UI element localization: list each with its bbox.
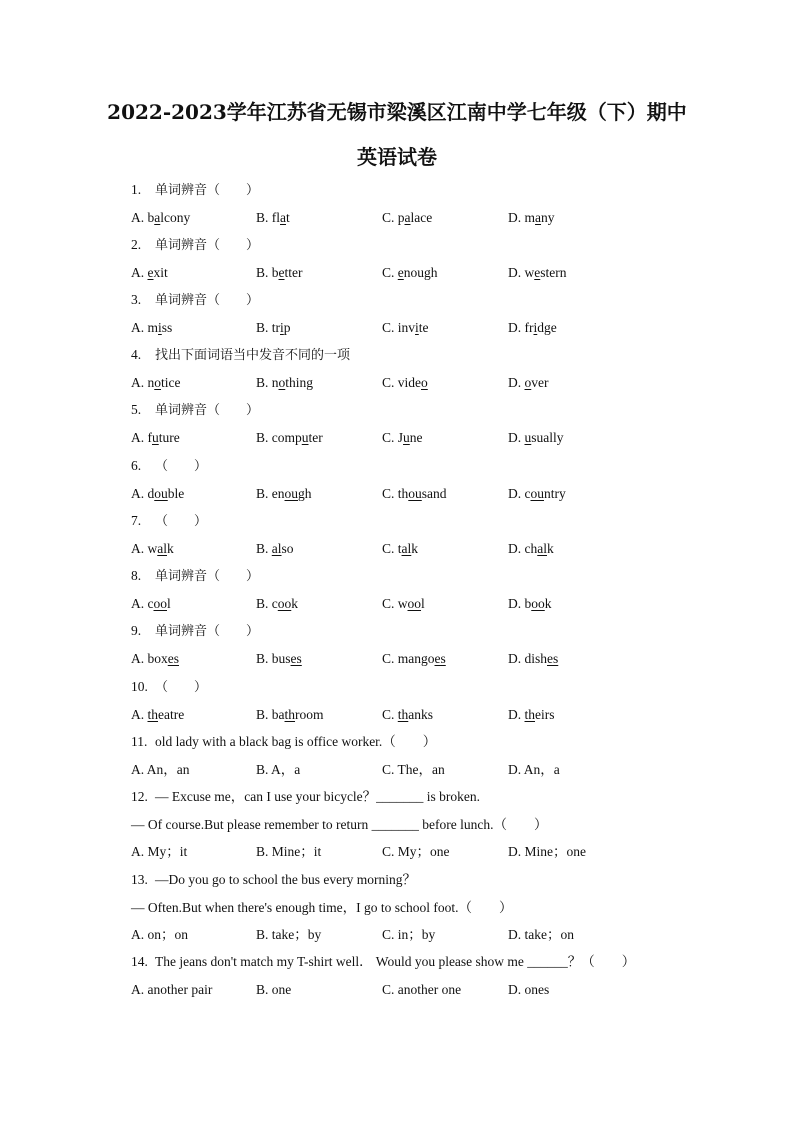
question-stem	[131, 401, 259, 420]
question-text: 单词辨音（ ）	[155, 238, 260, 253]
answer-option[interactable]	[508, 429, 564, 447]
option-text: Mine；it	[271, 844, 322, 860]
option-text: ter	[308, 429, 323, 445]
question-stem	[131, 457, 207, 476]
option-text: take；by	[271, 927, 322, 943]
option-text: so	[281, 540, 294, 556]
option-text: f	[147, 429, 152, 445]
option-letter: C.	[382, 981, 398, 997]
question-stem	[131, 678, 207, 697]
answer-option[interactable]	[382, 650, 446, 668]
option-letter: D.	[508, 981, 525, 997]
answer-option[interactable]	[131, 650, 179, 668]
option-text: ver	[531, 374, 549, 390]
question-stem	[131, 181, 259, 200]
option-letter: C.	[382, 485, 398, 501]
option-underlined-letters: oo	[277, 595, 292, 611]
option-underlined-letters: oo	[531, 595, 545, 611]
question-number: 3.	[131, 292, 142, 307]
option-letter: C.	[382, 927, 398, 943]
option-letter: A.	[131, 264, 148, 280]
question-number: 6.	[131, 458, 142, 473]
answer-option[interactable]	[131, 761, 190, 779]
option-underlined-letters: o	[524, 374, 532, 390]
answer-option[interactable]	[382, 429, 423, 447]
option-letter: D.	[508, 540, 525, 556]
option-text: ny	[541, 209, 555, 225]
option-text: another one	[397, 981, 462, 997]
option-text: m	[524, 209, 536, 225]
option-underlined-letters: i	[415, 319, 419, 335]
question-text: old lady with a black bag is office worker.（ ）	[155, 734, 437, 749]
option-text: inv	[397, 319, 416, 335]
answer-option[interactable]	[131, 319, 172, 337]
question-number: 10.	[131, 679, 148, 694]
option-text: th	[397, 485, 409, 501]
question-dialogue-line: — Of course.But please remember to return _______ before lunch.（ ）	[131, 816, 548, 832]
option-letter: A.	[131, 374, 148, 390]
option-letter: D.	[508, 927, 525, 943]
option-text: sand	[421, 485, 447, 501]
exam-title-line1: 2022-2023学年江苏省无锡市梁溪区江南中学七年级（下）期中	[107, 100, 687, 124]
answer-option[interactable]	[508, 761, 560, 779]
answer-option[interactable]	[382, 374, 428, 392]
answer-option[interactable]	[256, 843, 321, 861]
option-text: en	[271, 485, 285, 501]
question-number: 9.	[131, 623, 142, 638]
answer-option[interactable]	[256, 650, 302, 668]
option-underlined-letters: es	[167, 650, 179, 666]
option-text: vide	[397, 374, 422, 390]
option-letter: A.	[131, 485, 148, 501]
question-text: 单词辨音（ ）	[155, 293, 260, 308]
answer-option[interactable]	[382, 540, 418, 558]
option-text: anks	[408, 706, 434, 722]
option-text: lace	[410, 209, 433, 225]
option-letter: C.	[382, 706, 398, 722]
option-text: xit	[153, 264, 168, 280]
question-text: The jeans don't match my T-shirt well． Would you please show me ______？（ ）	[155, 954, 636, 969]
option-underlined-letters: th	[397, 706, 409, 722]
option-text: ones	[524, 981, 550, 997]
answer-option[interactable]	[508, 485, 566, 503]
option-underlined-letters: e	[397, 264, 404, 280]
question-text: （ ）	[155, 680, 208, 695]
answer-option[interactable]	[131, 485, 184, 503]
question-text: 找出下面词语当中发音不同的一项	[155, 348, 351, 363]
option-text: gh	[298, 485, 312, 501]
option-text: c	[524, 485, 531, 501]
option-text: An，an	[146, 761, 190, 777]
option-underlined-letters: al	[537, 540, 547, 556]
option-letter: D.	[508, 429, 525, 445]
answer-option[interactable]	[508, 650, 558, 668]
option-underlined-letters: es	[434, 650, 446, 666]
option-text: eatre	[158, 706, 185, 722]
option-letter: A.	[131, 844, 148, 860]
question-dialogue-line: — Often.But when there's enough time，I go to school foot.（ ）	[131, 899, 513, 915]
option-text: k	[411, 540, 419, 556]
exam-title-line2: 英语试卷	[357, 145, 437, 169]
option-text: p	[283, 319, 291, 335]
question-number: 7.	[131, 513, 142, 528]
answer-option[interactable]	[256, 209, 290, 227]
option-text: tr	[271, 319, 281, 335]
option-underlined-letters: a	[404, 209, 411, 225]
answer-option[interactable]	[508, 319, 557, 337]
answer-option[interactable]	[508, 595, 552, 613]
answer-option[interactable]	[131, 595, 171, 613]
option-text: ture	[158, 429, 180, 445]
option-text: w	[524, 264, 535, 280]
option-letter: B.	[256, 706, 272, 722]
answer-option[interactable]	[131, 706, 184, 724]
option-letter: C.	[382, 595, 398, 611]
answer-option[interactable]	[131, 843, 187, 861]
answer-option[interactable]	[382, 843, 450, 861]
option-underlined-letters: es	[547, 650, 559, 666]
answer-option[interactable]	[256, 761, 300, 779]
option-text: t	[286, 209, 290, 225]
option-letter: D.	[508, 761, 524, 777]
answer-option[interactable]	[256, 319, 291, 337]
question-number: 5.	[131, 402, 142, 417]
option-letter: A.	[131, 595, 148, 611]
answer-option[interactable]	[256, 981, 291, 999]
option-text: in；by	[397, 927, 436, 943]
option-letter: B.	[256, 264, 272, 280]
option-text: My；it	[147, 844, 188, 860]
question-stem	[131, 512, 207, 531]
option-text: bus	[271, 650, 291, 666]
option-text: k	[544, 595, 552, 611]
option-text: b	[524, 595, 532, 611]
answer-option[interactable]	[382, 595, 425, 613]
option-text: c	[147, 595, 154, 611]
option-text: l	[167, 595, 171, 611]
answer-option[interactable]	[382, 264, 438, 282]
answer-option[interactable]	[508, 374, 549, 392]
option-letter: B.	[256, 485, 272, 501]
answer-option[interactable]	[256, 429, 323, 447]
option-underlined-letters: o	[421, 374, 428, 390]
option-letter: D.	[508, 844, 525, 860]
answer-option[interactable]	[256, 595, 298, 613]
answer-option[interactable]	[382, 319, 429, 337]
option-text: A，a	[271, 761, 301, 777]
answer-option[interactable]	[382, 706, 433, 724]
question-stem	[131, 236, 259, 255]
question-stem	[131, 291, 259, 310]
answer-option[interactable]	[256, 926, 321, 944]
question-stem	[131, 871, 416, 889]
option-letter: D.	[508, 319, 525, 335]
option-text: mango	[397, 650, 435, 666]
question-text: 单词辨音（ ）	[155, 569, 260, 584]
option-underlined-letters: th	[524, 706, 536, 722]
option-underlined-letters: th	[147, 706, 159, 722]
option-text: m	[147, 319, 159, 335]
option-letter: B.	[256, 209, 272, 225]
option-underlined-letters: ou	[408, 485, 422, 501]
option-text: lcony	[160, 209, 191, 225]
question-text: — Excuse me，can I use your bicycle？_______ is broken.	[155, 789, 481, 804]
option-text: another pair	[147, 981, 213, 997]
option-underlined-letters: th	[284, 706, 296, 722]
option-text: take；on	[524, 927, 574, 943]
option-text: An，a	[523, 761, 560, 777]
option-letter: B.	[256, 650, 272, 666]
question-number: 1.	[131, 182, 142, 197]
answer-option[interactable]	[256, 540, 294, 558]
option-letter: C.	[382, 540, 398, 556]
option-text: tter	[284, 264, 303, 280]
option-text: n	[271, 374, 279, 390]
option-letter: C.	[382, 319, 398, 335]
answer-option[interactable]	[131, 374, 181, 392]
option-letter: D.	[508, 595, 525, 611]
option-text: ntry	[544, 485, 566, 501]
option-text: fl	[271, 209, 281, 225]
option-letter: B.	[256, 927, 272, 943]
question-text: 单词辨音（ ）	[155, 403, 260, 418]
option-underlined-letters: i	[533, 319, 538, 335]
option-text: sually	[531, 429, 564, 445]
option-text: b	[271, 264, 279, 280]
option-text: The，an	[397, 761, 445, 777]
option-text: t	[397, 540, 402, 556]
option-underlined-letters: a	[535, 209, 542, 225]
answer-option[interactable]	[508, 843, 586, 861]
option-text: dish	[524, 650, 548, 666]
answer-option[interactable]	[131, 926, 188, 944]
option-text: b	[147, 209, 155, 225]
option-text: te	[418, 319, 429, 335]
option-underlined-letters: oo	[407, 595, 422, 611]
option-letter: C.	[382, 374, 398, 390]
answer-option[interactable]	[508, 926, 574, 944]
answer-option[interactable]	[256, 706, 324, 724]
option-letter: D.	[508, 650, 525, 666]
option-text: ne	[409, 429, 423, 445]
option-underlined-letters: u	[301, 429, 309, 445]
option-text: stern	[540, 264, 567, 280]
answer-option[interactable]	[256, 374, 313, 392]
option-letter: B.	[256, 429, 272, 445]
option-letter: B.	[256, 374, 272, 390]
answer-option[interactable]	[131, 429, 180, 447]
option-underlined-letters: oo	[153, 595, 167, 611]
option-text: ch	[524, 540, 538, 556]
option-underlined-letters: a	[280, 209, 287, 225]
option-underlined-letters: al	[157, 540, 167, 556]
answer-option[interactable]	[382, 209, 432, 227]
option-text: nough	[403, 264, 438, 280]
option-text: d	[147, 485, 155, 501]
option-letter: B.	[256, 844, 272, 860]
answer-option[interactable]	[131, 540, 174, 558]
question-number: 8.	[131, 568, 142, 583]
option-text: ss	[161, 319, 173, 335]
answer-option[interactable]	[256, 264, 303, 282]
option-letter: B.	[256, 595, 272, 611]
option-text: eirs	[535, 706, 555, 722]
question-stem	[131, 567, 259, 586]
option-text: c	[271, 595, 278, 611]
option-letter: A.	[131, 927, 148, 943]
option-underlined-letters: o	[278, 374, 286, 390]
option-underlined-letters: a	[154, 209, 161, 225]
option-letter: C.	[382, 209, 398, 225]
option-letter: D.	[508, 264, 525, 280]
option-underlined-letters: ou	[154, 485, 168, 501]
answer-option[interactable]	[508, 209, 555, 227]
option-letter: A.	[131, 209, 148, 225]
option-letter: C.	[382, 844, 398, 860]
option-text: comp	[271, 429, 302, 445]
option-text: room	[295, 706, 324, 722]
answer-option[interactable]	[382, 926, 435, 944]
answer-option[interactable]	[131, 981, 212, 999]
question-text: —Do you go to school the bus every morning？	[155, 872, 416, 887]
option-text: J	[397, 429, 404, 445]
question-number: 14.	[131, 954, 148, 969]
option-text: w	[147, 540, 158, 556]
option-text: k	[167, 540, 174, 556]
question-stem	[131, 346, 350, 365]
question-text: （ ）	[155, 459, 208, 474]
option-letter: A.	[131, 706, 148, 722]
answer-option[interactable]	[508, 981, 549, 999]
option-text: on；on	[147, 927, 188, 943]
option-underlined-letters: i	[158, 319, 162, 335]
option-underlined-letters: i	[280, 319, 284, 335]
option-underlined-letters: u	[152, 429, 159, 445]
option-underlined-letters: e	[534, 264, 541, 280]
option-text: thing	[285, 374, 314, 390]
option-letter: B.	[256, 761, 272, 777]
option-letter: A.	[131, 319, 148, 335]
question-number: 12.	[131, 789, 148, 804]
option-letter: D.	[508, 209, 525, 225]
option-letter: D.	[508, 374, 525, 390]
option-underlined-letters: es	[290, 650, 302, 666]
option-letter: C.	[382, 264, 398, 280]
question-text: 单词辨音（ ）	[155, 624, 260, 639]
answer-option[interactable]	[256, 485, 312, 503]
question-number: 11.	[131, 734, 148, 749]
option-letter: C.	[382, 761, 398, 777]
option-text: ble	[167, 485, 185, 501]
answer-option[interactable]	[382, 761, 445, 779]
option-letter: D.	[508, 485, 525, 501]
option-text: box	[147, 650, 168, 666]
answer-option[interactable]	[131, 209, 190, 227]
option-text: tice	[161, 374, 181, 390]
option-text: w	[397, 595, 408, 611]
option-text: n	[147, 374, 155, 390]
option-text: l	[421, 595, 425, 611]
question-stem	[131, 788, 480, 806]
option-letter: A.	[131, 540, 148, 556]
question-number: 4.	[131, 347, 142, 362]
option-underlined-letters: al	[271, 540, 282, 556]
option-underlined-letters: o	[154, 374, 161, 390]
option-text: p	[397, 209, 405, 225]
question-stem	[131, 622, 259, 641]
option-underlined-letters: e	[147, 264, 154, 280]
answer-option[interactable]	[382, 981, 461, 999]
option-letter: B.	[256, 319, 272, 335]
option-letter: B.	[256, 540, 272, 556]
answer-option[interactable]	[131, 264, 168, 282]
option-letter: A.	[131, 429, 148, 445]
option-underlined-letters: u	[403, 429, 410, 445]
option-text: Mine；one	[524, 844, 586, 860]
option-text: dge	[537, 319, 557, 335]
question-number: 2.	[131, 237, 142, 252]
question-text: （ ）	[155, 514, 208, 529]
option-text: fr	[524, 319, 534, 335]
question-number: 13.	[131, 872, 148, 887]
option-text: My；one	[397, 844, 450, 860]
option-letter: C.	[382, 429, 398, 445]
option-letter: D.	[508, 706, 525, 722]
option-underlined-letters: e	[278, 264, 285, 280]
option-underlined-letters: al	[401, 540, 412, 556]
option-text: ba	[271, 706, 285, 722]
question-stem	[131, 953, 635, 971]
option-letter: A.	[131, 650, 148, 666]
answer-option[interactable]	[382, 485, 447, 503]
option-text: k	[547, 540, 554, 556]
answer-option[interactable]	[508, 540, 554, 558]
option-underlined-letters: ou	[284, 485, 299, 501]
option-letter: A.	[131, 981, 148, 997]
answer-option[interactable]	[508, 706, 555, 724]
option-letter: C.	[382, 650, 398, 666]
question-text: 单词辨音（ ）	[155, 183, 260, 198]
answer-option[interactable]	[508, 264, 567, 282]
option-underlined-letters: ou	[530, 485, 544, 501]
option-text: one	[271, 981, 292, 997]
question-stem	[131, 733, 436, 751]
option-text: k	[291, 595, 299, 611]
option-letter: B.	[256, 981, 272, 997]
option-underlined-letters: u	[524, 429, 532, 445]
option-letter: A.	[131, 761, 147, 777]
